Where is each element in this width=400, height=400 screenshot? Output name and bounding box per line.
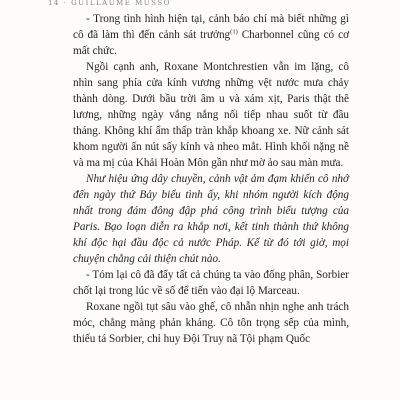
body-text (73, 11, 349, 347)
footnote-marker: (1) (230, 28, 238, 36)
paragraph-3 (73, 171, 349, 267)
paragraph-2 (73, 59, 349, 171)
paragraph-1-text: - Trong tình hình hiện tại, cảnh báo chí mà biết những gì cô đã làm thì đến cảnh sát trưởng (73, 13, 349, 41)
paragraph-4 (73, 267, 349, 299)
running-header: 14 · GUILLAUME MUSSO (48, 0, 171, 6)
paragraph-5 (73, 299, 349, 347)
paragraph-1 (73, 11, 349, 59)
paragraph-1-text-end: Charbonnel cũng có cơ mất chức. (73, 29, 349, 57)
paragraph-4-text: - Tóm lại cô đã đẩy tất cả chúng ta vào đống phân, Sorbier chốt lại trong lúc về số để tiến vào đại lộ Marceau. (73, 269, 349, 297)
paragraph-5-text: Roxane ngồi tụt sâu vào ghế, cô nhẫn nhịn nghe anh trách móc, chẳng màng phản kháng. Cô tôn trọng sếp của mình, thiếu tá Sorbier, chỉ huy Đội Truy nã Tội phạm Quốc (73, 301, 349, 345)
paragraph-3-text: Như hiệu ứng dây chuyền, cảnh vật ảm đạm khiến cô nhớ đến ngày thứ Bảy biểu tình ấy, khi nhóm người kích động nhất trong đám đông đập phá công trình biểu tượng của Paris. Bạo loạn diễn ra khắp nơi, kết tinh thành thứ không khí độc hại đầu độc cả nước Pháp. Kể từ đó tới giờ, mọi chuyện chẳng cải thiện chút nào. (73, 173, 349, 265)
paragraph-2-text: Ngồi cạnh anh, Roxane Montchrestien vẫn im lặng, cô nhìn sang phía cửa kính vương những vệt nước mưa chảy thành dòng. Dưới bầu trời âm u và xám xịt, Paris thật thê lương, những ngày vắng nắng nối tiếp nhau suốt từ đầu tháng. Không khí ẩm thấp tràn khắp khoang xe. Nữ cảnh sát khom người ấn nút sấy kính và nheo mắt. Hình khối nặng nề và ma mị của Khải Hoàn Môn gần như mờ ảo sau màn mưa. (73, 61, 349, 169)
